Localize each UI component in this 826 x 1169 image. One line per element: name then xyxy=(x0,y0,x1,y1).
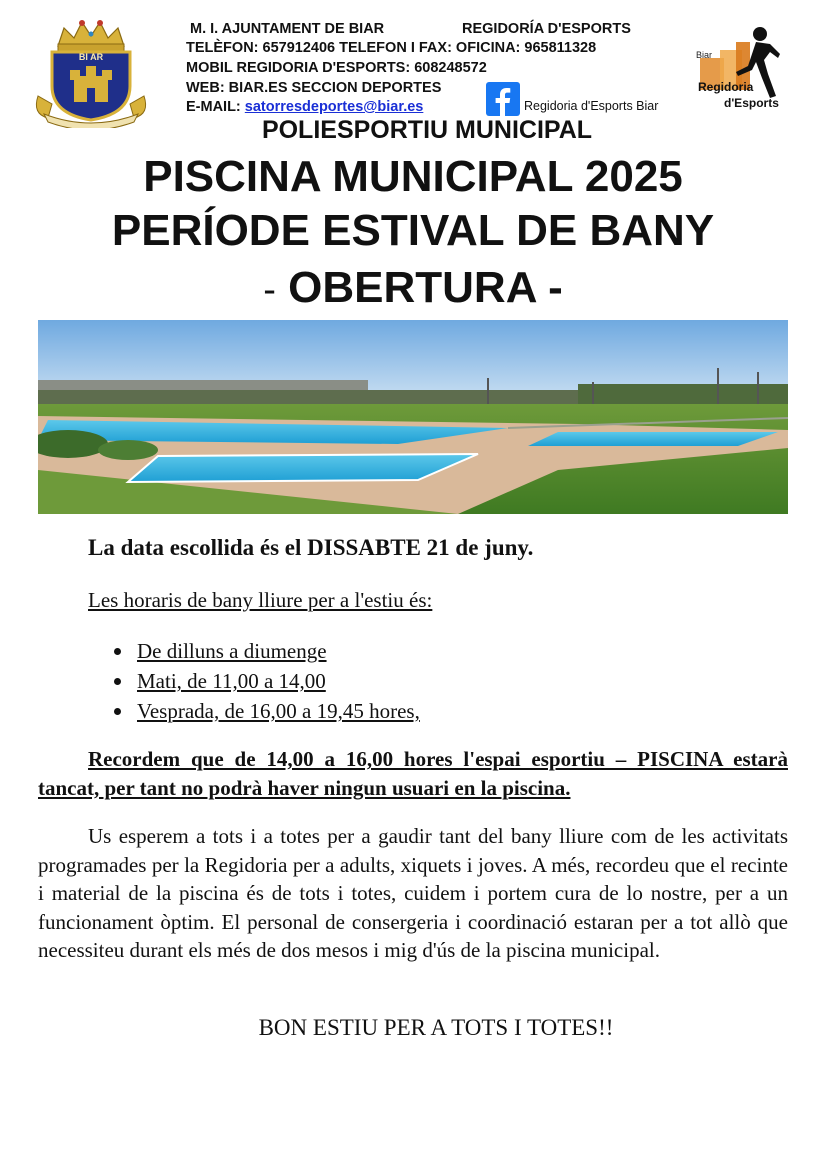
regidoria-esports-logo xyxy=(690,22,782,116)
list-item xyxy=(108,636,608,666)
hours-list xyxy=(108,636,608,726)
hours-item-text: Vesprada, de 16,00 a 19,45 hores, xyxy=(137,699,420,723)
header-email xyxy=(186,98,423,116)
header-line-1 xyxy=(190,20,384,38)
phone-line: TELÈFON: 657912406 TELEFON I FAX: OFICINA: 965811328 xyxy=(186,40,597,56)
web-line: WEB: BIAR.ES SECCION DEPORTES xyxy=(186,80,442,96)
closing-message: BON ESTIU PER A TOTS I TOTES!! xyxy=(258,1015,614,1040)
mobile-line: MOBIL REGIDORIA D'ESPORTS: 608248572 xyxy=(186,60,487,76)
page-title-line-1: PISCINA MUNICIPAL 2025 xyxy=(143,152,683,201)
header-phones xyxy=(186,39,596,57)
welcome-paragraph xyxy=(38,822,788,965)
closure-notice-text: Recordem que de 14,00 a 16,00 hores l'espai esportiu – PISCINA estarà tancat, per tant no podrà haver ningun usuari en la piscina. xyxy=(38,747,788,800)
title-opening: OBERTURA - xyxy=(288,263,563,312)
department-name: REGIDORÍA D'ESPORTS xyxy=(462,21,631,37)
header-department xyxy=(462,20,631,38)
title-dash: - xyxy=(263,269,276,311)
hours-intro: Les horaris de bany lliure per a l'estiu és: xyxy=(88,588,433,612)
page-title-line-3 xyxy=(0,263,826,313)
email-label: E-MAIL: xyxy=(186,99,241,115)
list-item xyxy=(108,696,608,726)
pool-photo xyxy=(38,320,788,514)
header-mobile xyxy=(186,59,487,77)
facebook-icon[interactable] xyxy=(486,82,520,116)
closure-notice xyxy=(38,745,788,802)
logo-small-text: Biar xyxy=(696,50,713,60)
logo-line-1: Regidoria xyxy=(698,80,754,94)
bullet-icon xyxy=(114,648,121,655)
header-web xyxy=(186,79,441,97)
opening-date: La data escollida és el DISSABTE 21 de juny. xyxy=(88,535,534,560)
page-title-line-2: PERÍODE ESTIVAL DE BANY xyxy=(111,206,715,255)
hours-item-text: Mati, de 11,00 a 14,00 xyxy=(137,669,326,693)
biar-crest-logo xyxy=(30,14,152,128)
bullet-icon xyxy=(114,678,121,685)
facebook-page-name: Regidoria d'Esports Biar xyxy=(524,99,659,113)
hours-item-text: De dilluns a diumenge xyxy=(137,639,327,663)
email-link[interactable]: satorresdeportes@biar.es xyxy=(244,99,424,115)
subtitle: POLIESPORTIU MUNICIPAL xyxy=(261,116,593,144)
welcome-paragraph-text: Us esperem a tots i a totes per a gaudir tant del bany lliure com de les activitats programades per la Regidoria per a adults, xiquets i joves. A més, recordeu que el recinte i material de la piscina és de tots i totes, cuidem i portem cura de lo nostre, per a un funcionament òptim. El personal de consergeria i coordinació estaran per a tot allò que necessiteu durant els més de dos mesos i mig d'ús de la piscina municipal. xyxy=(38,824,788,962)
crest-text: BI AR xyxy=(78,52,104,62)
council-name: M. I. AJUNTAMENT DE BIAR xyxy=(190,21,385,37)
list-item xyxy=(108,666,608,696)
bullet-icon xyxy=(114,708,121,715)
logo-line-2: d'Esports xyxy=(724,96,779,110)
